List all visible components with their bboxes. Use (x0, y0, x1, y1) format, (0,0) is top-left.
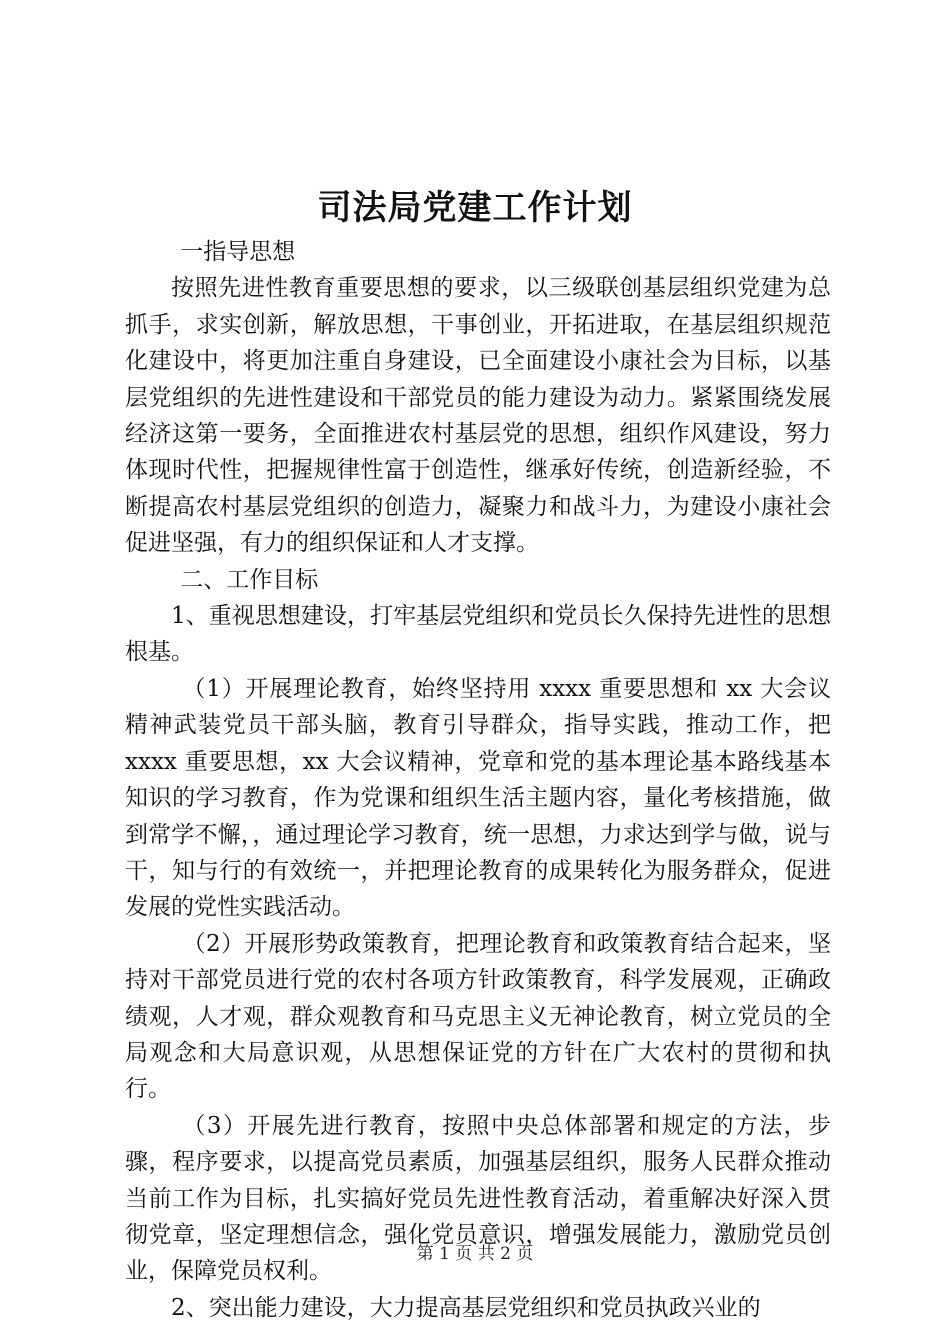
paragraph-goal-1-item-1: （1）开展理论教育，始终坚持用 xxxx 重要思想和 xx 大会议精神武装党员干部头脑，教育引导群众，指导实践，推动工作，把 xxxx 重要思想，xx 大会议精神，党章和党的基本理论基本路线基本知识的学习教育，作为党课和组织生活主题内容，量化考核措施，做到常学不懈，，通过理论学习教育，统一思想，力求达到学与做，说与干，知与行的有效统一，并把理论教育的成果转化为服务群众，促进发展的党性实践活动。 (125, 675, 831, 921)
document-body (125, 234, 831, 1326)
paragraph-guiding-thought: 按照先进性教育重要思想的要求，以三级联创基层组织党建为总抓手，求实创新，解放思想，干事创业，开拓进取，在基层组织规范化建设中，将更加注重自身建设，已全面建设小康社会为目标，以基层党组织的先进性建设和干部党员的能力建设为动力。紧紧围绕发展经济这第一要务，全面推进农村基层党的思想，组织作风建设，努力体现时代性，把握规律性富于创造性，继承好传统，创造新经验，不断提高农村基层党组织的创造力，凝聚力和战斗力，为建设小康社会促进坚强，有力的组织保证和人才支撑。 (125, 275, 831, 557)
page-footer: 第 1 页 共 2 页 (416, 1244, 534, 1264)
section-heading-guiding-thought: 一指导思想 (180, 239, 296, 265)
paragraph-goal-1-item-3: （3）开展先进行教育，按照中央总体部署和规定的方法，步骤，程序要求，以提高党员素质，加强基层组织，服务人民群众推动当前工作为目标，扎实搞好党员先进性教育活动，着重解决好深入贯彻党章，坚定理想信念，强化党员意识，增强发展能力，激励党员创业，保障党员权利。 (125, 1112, 831, 1285)
paragraph-goal-1-item-2: （2）开展形势政策教育，把理论教育和政策教育结合起来，坚持对干部党员进行党的农村各项方针政策教育，科学发展观，正确政绩观，人才观，群众观教育和马克思主义无神论教育，树立党员的全局观念和大局意识观，从思想保证党的方针在广大农村的贯彻和执行。 (125, 930, 831, 1103)
document-title: 司法局党建工作计划 (317, 188, 633, 228)
section-heading-work-goals: 二、工作目标 (180, 566, 319, 593)
paragraph-goal-2: 2、突出能力建设，大力提高基层党组织和党员执政兴业的 (171, 1294, 761, 1321)
paragraph-goal-1: 1、重视思想建设，打牢基层党组织和党员长久保持先进性的思想根基。 (125, 603, 831, 666)
